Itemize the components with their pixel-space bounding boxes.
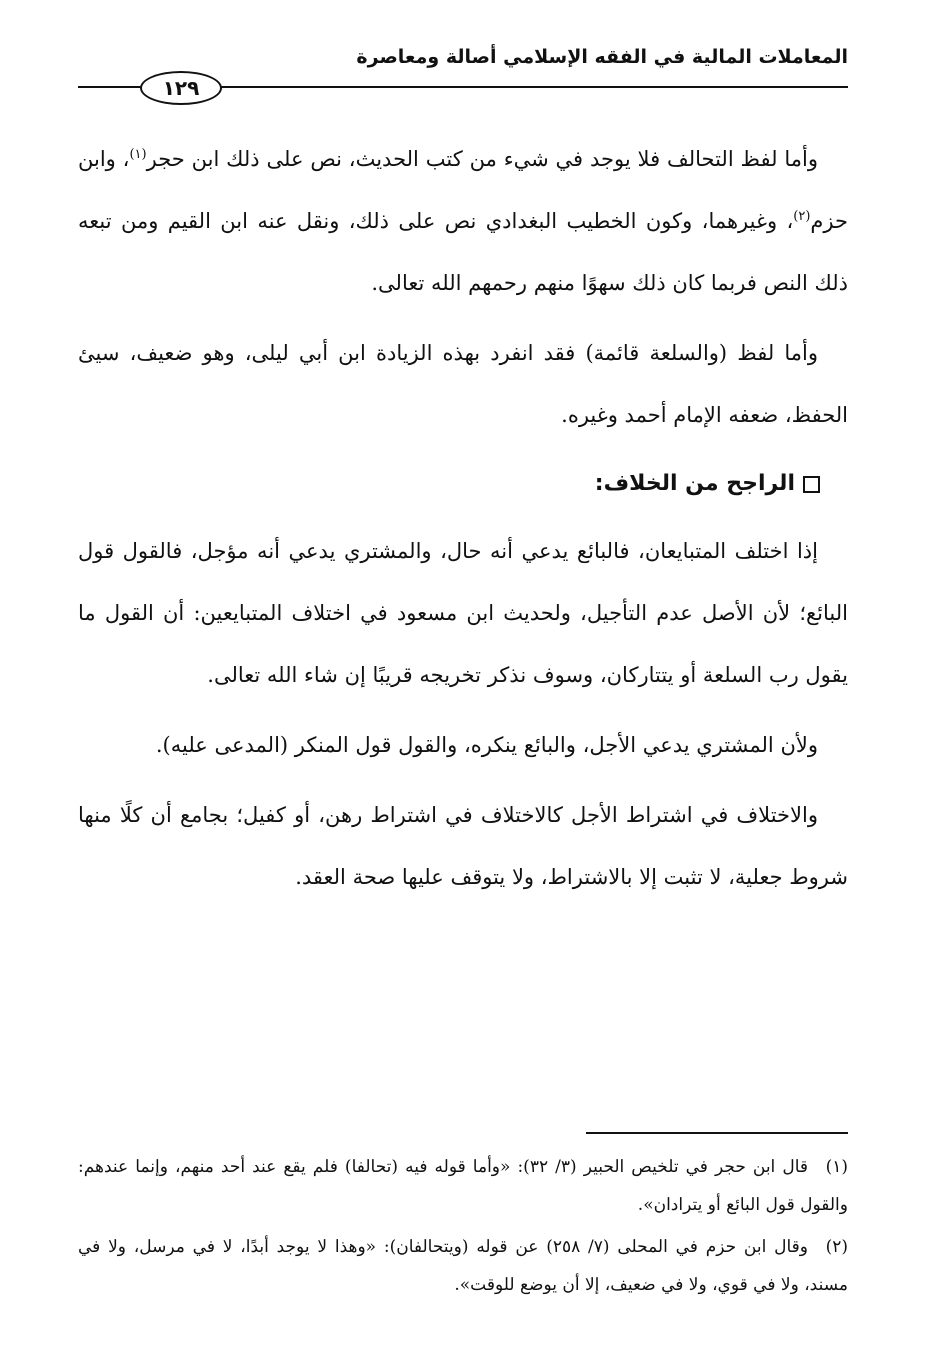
paragraph-1-part-b: ، وابن حزم (78, 147, 848, 233)
footnotes (78, 1148, 848, 1308)
paragraph-1 (78, 128, 848, 314)
footnote-ref-2[interactable]: (٢) (793, 209, 811, 224)
paragraph-1-part-c: ، وغيرهما، وكون الخطيب البغدادي نص على ذلك، ونقل عنه ابن القيم ومن تبعه ذلك النص فربما كان ذلك سهوًا منهم رحمهم الله تعالى. (78, 209, 848, 295)
footnote-2 (78, 1228, 848, 1304)
footnote-2-number: (٢) (825, 1237, 848, 1257)
running-title: المعاملات المالية في الفقه الإسلامي أصالة ومعاصرة (356, 46, 848, 68)
footnote-1-number: (١) (825, 1157, 848, 1177)
paragraph-5: والاختلاف في اشتراط الأجل كالاختلاف في اشتراط رهن، أو كفيل؛ بجامع أن كلًا منها شروط جعلية، لا تثبت إلا بالاشتراط، ولا يتوقف عليها صحة العقد. (78, 803, 848, 889)
page-number-badge: ١٢٩ (140, 71, 222, 105)
footnote-1-text: قال ابن حجر في تلخيص الحبير (٣/ ٣٢): «وأما قوله فيه (تحالفا) فلم يقع عند أحد منهم، وإنما عندهم: والقول قول البائع أو يترادان». (78, 1157, 848, 1215)
section-heading (78, 454, 848, 514)
paragraph-1-part-a: وأما لفظ التحالف فلا يوجد في شيء من كتب الحديث، نص على ذلك ابن حجر (146, 147, 818, 171)
footnote-1 (78, 1148, 848, 1224)
footnote-separator (586, 1132, 848, 1134)
paragraph-2: وأما لفظ (والسلعة قائمة) فقد انفرد بهذه الزيادة ابن أبي ليلى، وهو ضعيف، سيئ الحفظ، ضعفه الإمام أحمد وغيره. (78, 341, 848, 427)
paragraph-4: ولأن المشتري يدعي الأجل، والبائع ينكره، والقول قول المنكر (المدعى عليه). (155, 733, 818, 757)
paragraph-3: إذا اختلف المتبايعان، فالبائع يدعي أنه حال، والمشتري يدعي أنه مؤجل، فالقول قول البائع؛ لأن الأصل عدم التأجيل، ولحديث ابن مسعود في اختلاف المتبايعين: أن القول ما يقول رب السلعة أو يتتاركان، وسوف نذكر تخريجه قريبًا إن شاء الله تعالى. (78, 539, 848, 687)
body-text (78, 128, 848, 916)
footnote-2-text: وقال ابن حزم في المحلى (٧/ ٢٥٨) عن قوله (ويتحالفان): «وهذا لا يوجد أبدًا، لا في مرسل، ولا في مسند، ولا في قوي، ولا في ضعيف، إلا أن يوضع للوقت». (78, 1237, 848, 1295)
section-heading-text: الراجح من الخلاف: (594, 471, 795, 496)
square-bullet-icon (803, 476, 820, 493)
book-page (78, 36, 848, 1326)
footnote-ref-1[interactable]: (١) (129, 147, 147, 162)
